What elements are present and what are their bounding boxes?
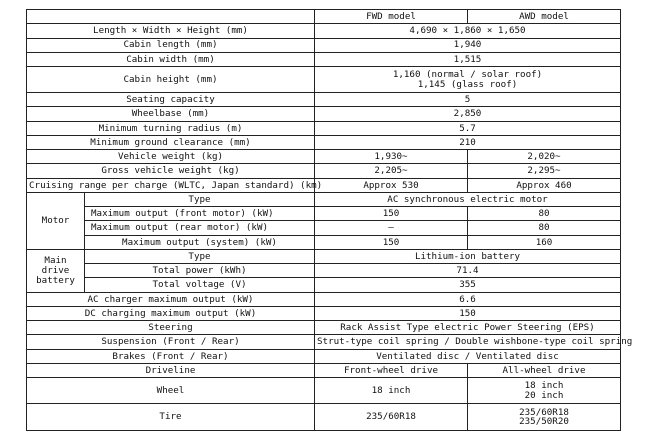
header-fwd: FWD model <box>315 10 468 24</box>
value-ground-clearance: 210 <box>315 135 621 149</box>
row-wheel <box>27 378 621 404</box>
label-dc-charging: DC charging maximum output (kW) <box>27 306 315 320</box>
row-vehicle-weight <box>27 150 621 164</box>
label-wheelbase: Wheelbase (mm) <box>27 107 315 121</box>
row-seating <box>27 93 621 107</box>
row-motor-rear <box>27 221 621 235</box>
label-cabin-width: Cabin width (mm) <box>27 52 315 66</box>
row-cabin-width <box>27 52 621 66</box>
label-wheel: Wheel <box>27 378 315 404</box>
row-wheelbase <box>27 107 621 121</box>
value-vehicle-weight-fwd: 1,930~ <box>315 150 468 164</box>
label-turning-radius: Minimum turning radius (m) <box>27 121 315 135</box>
label-dimensions: Length × Width × Height (mm) <box>27 24 315 38</box>
value-motor-system-awd: 160 <box>468 235 621 249</box>
label-cruising-range: Cruising range per charge (WLTC, Japan standard) (km) <box>27 178 315 192</box>
label-motor-front: Maximum output (front motor) (kW) <box>85 207 315 221</box>
spec-table <box>26 9 633 431</box>
value-motor-system-fwd: 150 <box>315 235 468 249</box>
value-vehicle-weight-awd: 2,020~ <box>468 150 621 164</box>
value-wheelbase: 2,850 <box>315 107 621 121</box>
label-battery-type: Type <box>85 249 315 263</box>
value-turning-radius: 5.7 <box>315 121 621 135</box>
label-motor-system: Maximum output (system) (kW) <box>85 235 315 249</box>
label-vehicle-weight: Vehicle weight (kg) <box>27 150 315 164</box>
row-gross-weight <box>27 164 621 178</box>
value-cruising-range-awd: Approx 460 <box>468 178 621 192</box>
value-motor-type: AC synchronous electric motor <box>315 192 621 206</box>
row-motor-system <box>27 235 621 249</box>
label-suspension: Suspension (Front / Rear) <box>27 335 315 349</box>
value-gross-weight-awd: 2,295~ <box>468 164 621 178</box>
row-ground-clearance <box>27 135 621 149</box>
row-battery-type <box>27 249 621 263</box>
cabin-height-line1: 1,160 (normal / solar roof) <box>392 68 543 80</box>
row-motor-front <box>27 207 621 221</box>
label-seating: Seating capacity <box>27 93 315 107</box>
value-driveline-fwd: Front-wheel drive <box>315 363 468 377</box>
battery-cat-line1: Main drive <box>41 255 70 277</box>
value-cruising-range-fwd: Approx 530 <box>315 178 468 192</box>
value-gross-weight-fwd: 2,205~ <box>315 164 468 178</box>
value-dimensions: 4,690 × 1,860 × 1,650 <box>315 24 621 38</box>
row-battery-voltage <box>27 278 621 292</box>
value-cabin-width: 1,515 <box>315 52 621 66</box>
value-tire-awd <box>468 404 621 431</box>
row-tire <box>27 404 621 431</box>
label-cabin-length: Cabin length (mm) <box>27 38 315 52</box>
wheel-awd-line2: 20 inch <box>524 389 564 401</box>
value-wheel-awd <box>468 378 621 404</box>
label-gross-weight: Gross vehicle weight (kg) <box>27 164 315 178</box>
value-steering: Rack Assist Type electric Power Steering (EPS) <box>315 321 621 335</box>
value-driveline-awd: All-wheel drive <box>468 363 621 377</box>
value-ac-charger: 6.6 <box>315 292 621 306</box>
label-tire: Tire <box>27 404 315 431</box>
value-motor-front-fwd: 150 <box>315 207 468 221</box>
row-suspension <box>27 335 621 349</box>
label-motor-type: Type <box>85 192 315 206</box>
value-seating: 5 <box>315 93 621 107</box>
label-battery-voltage: Total voltage (V) <box>85 278 315 292</box>
value-motor-rear-fwd: – <box>315 221 468 235</box>
value-wheel-fwd: 18 inch <box>315 378 468 404</box>
row-turning-radius <box>27 121 621 135</box>
tire-awd-line1: 235/60R18 <box>519 406 569 418</box>
value-suspension: Strut-type coil spring / Double wishbone-type coil spring <box>315 335 621 349</box>
value-battery-type: Lithium-ion battery <box>315 249 621 263</box>
row-steering <box>27 321 621 335</box>
label-cabin-height: Cabin height (mm) <box>27 67 315 93</box>
row-cabin-length <box>27 38 621 52</box>
battery-cat-line2: battery <box>36 274 75 286</box>
header-awd: AWD model <box>468 10 621 24</box>
value-dc-charging: 150 <box>315 306 621 320</box>
row-dc-charging <box>27 306 621 320</box>
label-driveline: Driveline <box>27 363 315 377</box>
value-battery-power: 71.4 <box>315 264 621 278</box>
cabin-height-line2: 1,145 (glass roof) <box>417 78 518 90</box>
label-ac-charger: AC charger maximum output (kW) <box>27 292 315 306</box>
label-brakes: Brakes (Front / Rear) <box>27 349 315 363</box>
tire-awd-line2: 235/50R20 <box>519 416 569 428</box>
row-brakes <box>27 349 621 363</box>
row-cruising-range <box>27 178 621 192</box>
category-battery <box>27 249 85 292</box>
value-tire-fwd: 235/60R18 <box>315 404 468 431</box>
wheel-awd-line1: 18 inch <box>524 380 564 392</box>
row-motor-type <box>27 192 621 206</box>
header-blank-cell <box>27 10 315 24</box>
row-battery-power <box>27 264 621 278</box>
row-dimensions <box>27 24 621 38</box>
label-steering: Steering <box>27 321 315 335</box>
value-motor-front-awd: 80 <box>468 207 621 221</box>
row-driveline <box>27 363 621 377</box>
row-cabin-height <box>27 67 621 93</box>
label-battery-power: Total power (kWh) <box>85 264 315 278</box>
value-cabin-length: 1,940 <box>315 38 621 52</box>
value-brakes: Ventilated disc / Ventilated disc <box>315 349 621 363</box>
header-row <box>27 10 621 24</box>
value-cabin-height <box>315 67 621 93</box>
value-motor-rear-awd: 80 <box>468 221 621 235</box>
label-motor-rear: Maximum output (rear motor) (kW) <box>85 221 315 235</box>
label-ground-clearance: Minimum ground clearance (mm) <box>27 135 315 149</box>
value-battery-voltage: 355 <box>315 278 621 292</box>
row-ac-charger <box>27 292 621 306</box>
category-motor: Motor <box>27 192 85 249</box>
